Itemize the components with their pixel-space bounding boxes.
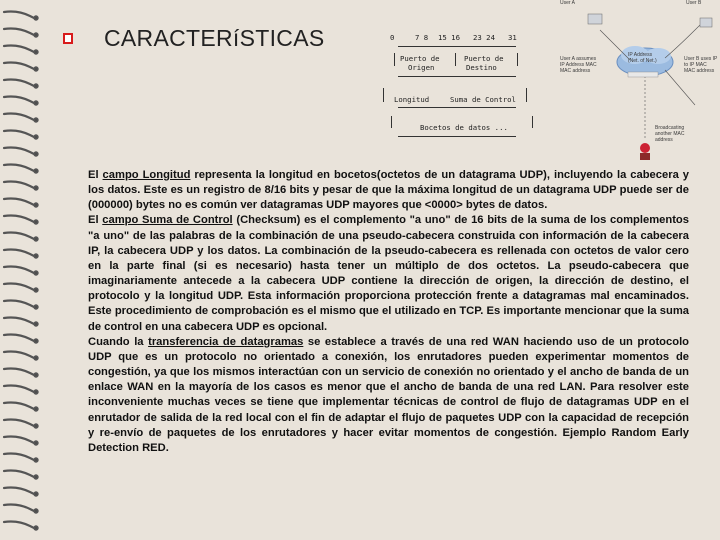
spiral-ring: [4, 437, 34, 444]
spiral-binding: [0, 0, 40, 540]
spiral-hole: [34, 458, 37, 461]
spiral-ring: [4, 97, 34, 104]
paragraph-text: se establece a través de una red WAN haciendo uso de un protocolo UDP que es un protocolo no orientado a conexión, los enrutadores pueden experimentar momentos de congestión, ya que los mismos interactúan con un servicio de conexión no orientado y el ancho de banda de un enlace WAN en la mayoría de los casos es menor que el ancho de banda de una red LAN. Para resolver este inconveniente muchas veces se tiene que implementar técnicas de control de flujo de datagramas UDP en el enrutador de salida de la red local con el fin de adaptar el flujo de paquetes UDP con la capacidad de recepción y re-envío de paquetes de los enrutadores y hacer evitar momentos de congestión. Ejemplo Random Early Detection RED.: [88, 335, 690, 454]
spiral-hole: [34, 271, 37, 274]
spiral-ring: [4, 301, 34, 308]
spiral-hole: [34, 203, 37, 206]
spiral-hole: [34, 492, 37, 495]
spiral-hole: [34, 67, 37, 70]
checksum-label: Suma de Control: [450, 95, 516, 104]
spiral-ring: [4, 318, 34, 325]
spiral-hole: [34, 16, 37, 19]
spiral-ring: [4, 165, 34, 172]
spiral-ring: [4, 369, 34, 376]
dest-port-label-2: Destino: [466, 63, 497, 72]
paragraph-checksum: [88, 213, 689, 334]
spiral-hole: [34, 288, 37, 291]
spiral-ring: [4, 114, 34, 121]
spiral-ring: [4, 386, 34, 393]
spiral-hole: [34, 50, 37, 53]
paragraph-text: representa la longitud en bocetos(octetos de un datagrama UDP), incluyendo la cabecera y los datos. Este es un registro de 8/16 bits y pesar de que la máxima longitud de un datagrama UDP puede ser de (000000) bytes no es común ver datagramas UDP mayores que <0000> bytes de datos.: [88, 169, 689, 212]
bullet-icon: [63, 33, 73, 44]
broadcast-label: Broadcasting another MAC address: [655, 125, 685, 143]
spiral-hole: [34, 322, 37, 325]
paragraph-prefix: El: [88, 169, 103, 181]
spiral-hole: [34, 441, 37, 444]
paragraph-prefix: El: [88, 214, 103, 227]
spiral-hole: [34, 407, 37, 410]
spiral-ring: [4, 131, 34, 138]
data-label: Bocetos de datos ...: [420, 123, 508, 132]
bit-number: 23 24: [473, 33, 495, 42]
spiral-hole: [34, 526, 37, 529]
spiral-ring: [4, 505, 34, 512]
spiral-hole: [34, 424, 37, 427]
spiral-ring: [4, 267, 34, 274]
spiral-ring: [4, 335, 34, 342]
spiral-hole: [34, 356, 37, 359]
spiral-ring: [4, 12, 34, 19]
spiral-hole: [34, 373, 37, 376]
spiral-ring: [4, 250, 34, 257]
dest-port-label: Puerto de: [464, 54, 504, 63]
spiral-ring: [4, 216, 34, 223]
spiral-hole: [34, 169, 37, 172]
spiral-hole: [34, 237, 37, 240]
bit-number: 0: [390, 33, 395, 42]
bit-number: 7 8: [415, 33, 429, 42]
spiral-ring: [4, 46, 34, 53]
user-a-desc: User A assumes IP Address MAC MAC address: [560, 56, 597, 74]
spiral-ring: [4, 233, 34, 240]
spiral-hole: [34, 390, 37, 393]
spiral-hole: [34, 339, 37, 342]
length-label: Longitud: [394, 95, 430, 104]
spiral-hole: [34, 220, 37, 223]
source-port-label-2: Origen: [408, 63, 435, 72]
paragraph-transfer: [88, 335, 689, 456]
spiral-ring: [4, 63, 34, 70]
term-suma-de-control: campo Suma de Control: [102, 214, 233, 227]
body-text: [88, 168, 689, 456]
user-b-label: User B: [686, 0, 702, 6]
source-port-label: Puerto de: [400, 54, 440, 63]
udp-header-diagram: [378, 33, 548, 143]
spiral-ring: [4, 80, 34, 87]
spiral-ring: [4, 199, 34, 206]
paragraph-prefix: Cuando la: [88, 335, 149, 348]
spiral-hole: [34, 254, 37, 257]
network-illustration: [560, 0, 720, 168]
user-b-desc: User B uses IP to IP MAC MAC address: [684, 56, 718, 74]
spiral-ring: [4, 471, 34, 478]
spiral-hole: [34, 475, 37, 478]
spiral-ring: [4, 182, 34, 189]
spiral-ring: [4, 284, 34, 291]
user-a-label: User A: [560, 0, 576, 6]
spiral-hole: [34, 33, 37, 36]
spiral-hole: [34, 509, 37, 512]
spiral-ring: [4, 29, 34, 36]
term-transferencia: transferencia de datagramas: [148, 335, 304, 348]
spiral-ring: [4, 148, 34, 155]
spiral-hole: [34, 101, 37, 104]
paragraph-length: [88, 168, 689, 213]
paragraph-text: (Checksum) es el complemento "a uno" de 16 bits de la suma de los complementos "a uno" de las palabras de la combinación de una pseudo-cabecera construida con información de la cabecera IP, la cabecera UDP y los datos. La combinación de la pseudo-cabecera es rellenada con octetos de valor cero en la parte final (si es necesario) hasta tener un múltiplo de dos octetos. La pseudo-cabecera que imaginariamente antecede a la cabecera UDP contiene la dirección de origen, la dirección de destino, el protocolo y la longitud UDP. Esta información proporciona protección frente a datagramas mal encaminados. Este procedimiento de comprobación es el mismo que el utilizado en TCP. Es importante mencionar que la suma de control en una cabecera UDP es opcional.: [88, 214, 689, 333]
spiral-ring: [4, 352, 34, 359]
spiral-hole: [34, 152, 37, 155]
spiral-ring: [4, 403, 34, 410]
slide-title: CARACTERíSTICAS: [104, 25, 325, 51]
spiral-hole: [34, 118, 37, 121]
spiral-ring: [4, 522, 34, 529]
term-longitud: campo Longitud: [102, 169, 191, 181]
cloud-label: IP Address (Net. of Net.): [628, 52, 657, 64]
spiral-hole: [34, 186, 37, 189]
spiral-hole: [34, 305, 37, 308]
bit-number: 15 16: [438, 33, 460, 42]
spiral-ring: [4, 488, 34, 495]
bit-number: 31: [508, 33, 517, 42]
spiral-ring: [4, 420, 34, 427]
spiral-hole: [34, 135, 37, 138]
spiral-ring: [4, 454, 34, 461]
spiral-hole: [34, 84, 37, 87]
